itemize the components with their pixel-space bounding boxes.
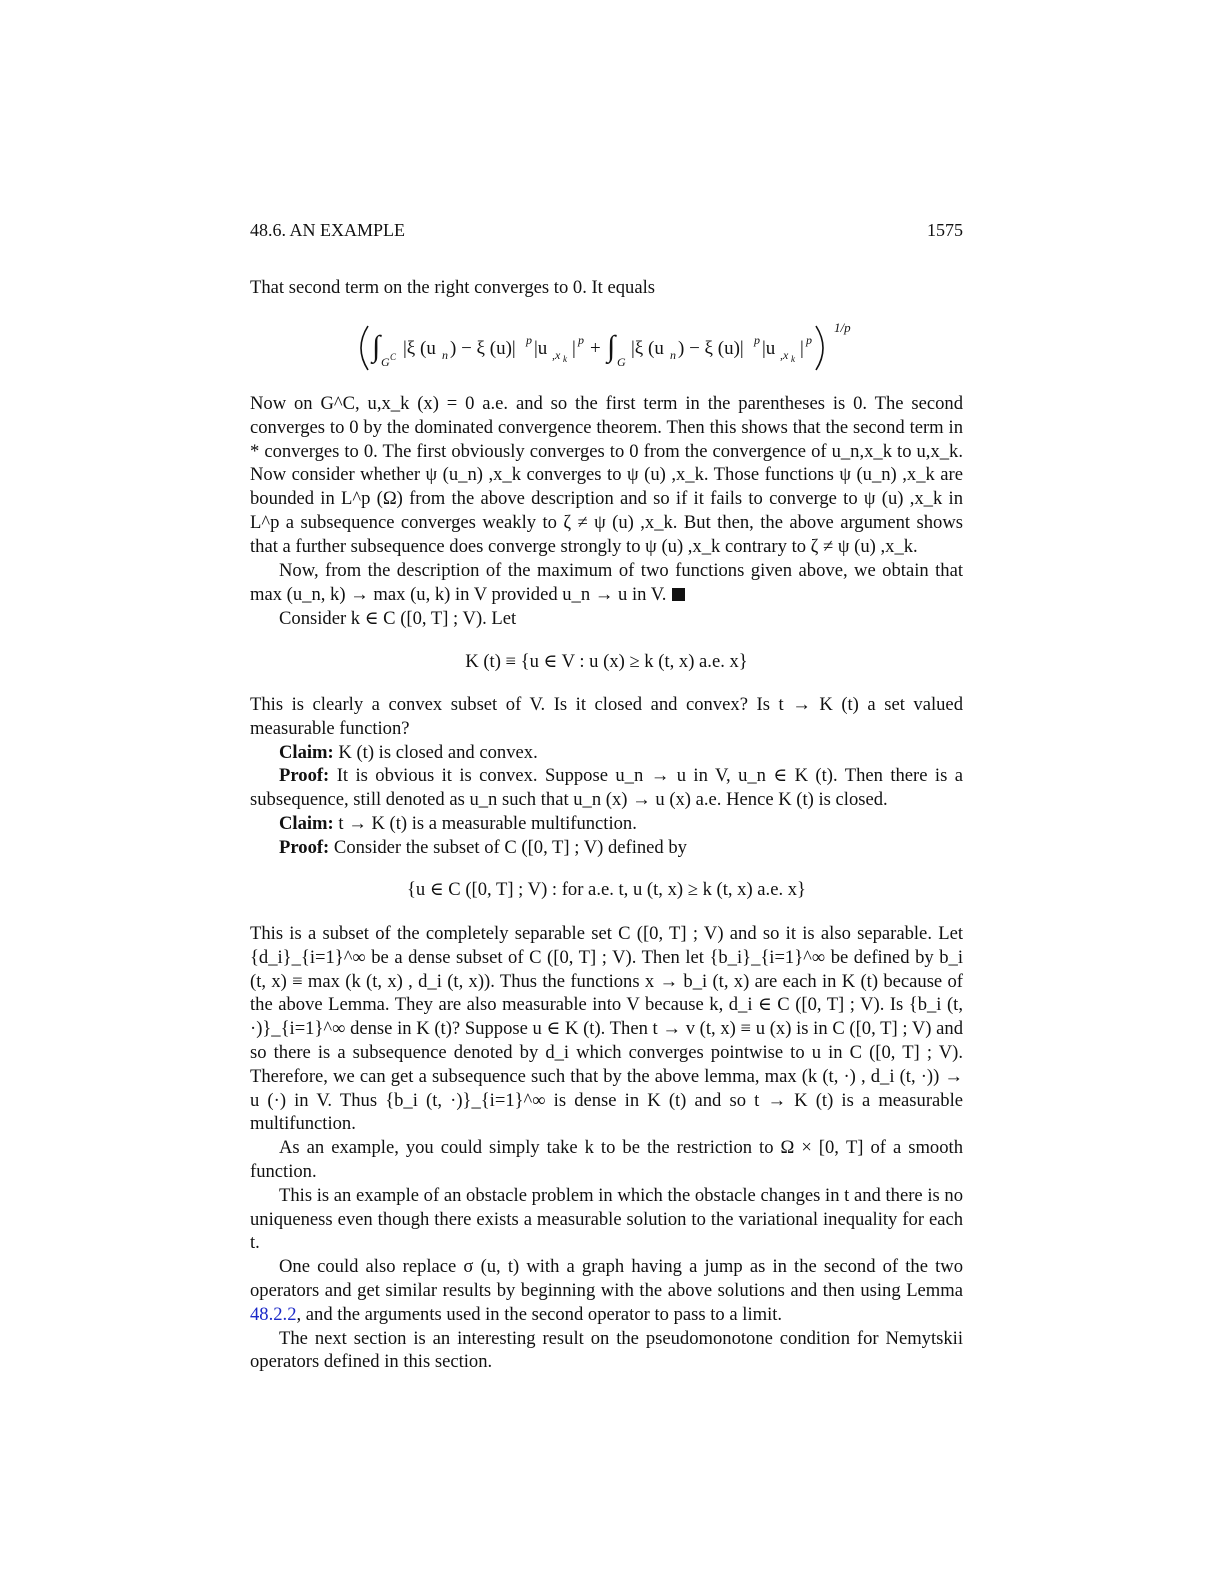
term-xi-diff-1: ) − ξ (u)| — [450, 338, 516, 359]
paragraph-8 — [250, 1255, 963, 1326]
display-equation-1 — [250, 318, 963, 378]
term-xi-2: |ξ (u — [631, 338, 664, 359]
paragraph-2 — [250, 559, 963, 630]
sub-n-1: n — [442, 348, 448, 362]
sub-n-2: n — [670, 348, 676, 362]
claim-1-label: Claim: — [279, 741, 334, 763]
claim-2-label: Claim: — [279, 812, 334, 834]
sub-xk-1: ,x — [552, 348, 561, 362]
paragraph-1 — [250, 392, 963, 559]
sub-k-2: k — [791, 354, 795, 364]
bar-1: | — [572, 338, 576, 359]
proof-2-text: Consider the subset of C ([0, T] ; V) defined by — [333, 836, 687, 858]
proof-1 — [250, 764, 963, 812]
claim-2 — [250, 812, 963, 836]
claim-1 — [250, 741, 963, 765]
outer-exponent: 1/p — [834, 320, 851, 335]
running-header — [250, 220, 963, 244]
equation-1-svg — [250, 318, 963, 378]
term-u-2: |u — [762, 338, 776, 359]
intro-paragraph — [250, 276, 963, 300]
proof-1-text: It is obvious it is convex. Suppose u_n → u in V, u_n ∈ K (t). Then there is a subsequence, still denoted as u_n such that u_n (x) → u (x) a.e. Hence K (t) is closed. — [250, 765, 963, 811]
lemma-link[interactable]: 48.2.2 — [250, 1303, 297, 1325]
domain-gc-sup: C — [390, 352, 397, 362]
qed-icon — [672, 588, 685, 601]
domain-g: G — [617, 355, 626, 369]
right-paren — [816, 326, 823, 370]
claim-2-text: t → K (t) is a measurable multifunction. — [338, 812, 637, 834]
sup-p-3: p — [754, 333, 760, 347]
display-equation-3: {u ∈ C ([0, T] ; V) : for a.e. t, u (t, x) ≥ k (t, x) a.e. x} — [407, 879, 806, 900]
paragraph-8-text-a: One could also replace σ (u, t) with a graph having a jump as in the second of the two operators and get similar results by beginning with the above solutions and then using Lemma — [250, 1256, 963, 1301]
paragraph-5 — [250, 922, 963, 1374]
section-title: 48.6. AN EXAMPLE — [250, 220, 406, 240]
paragraph-6-text: As an example, you could simply take k to be the restriction to Ω × [0, T] of a smooth function. — [250, 1137, 963, 1182]
integral-sign-2: ∫ — [607, 330, 616, 363]
sub-k-1: k — [563, 354, 567, 364]
paragraph-7-text: This is an example of an obstacle problem in which the obstacle changes in t and there is no uniqueness even though there exists a measurable solution to the variational inequality for each t. — [250, 1184, 963, 1254]
term-xi-diff-2: ) − ξ (u)| — [678, 338, 744, 359]
sup-p-4: p — [806, 333, 812, 347]
paragraph-2-wrap — [250, 559, 963, 607]
sup-p-2: p — [578, 333, 584, 347]
proof-2 — [250, 836, 963, 860]
plus-sign: + — [590, 338, 601, 359]
display-equation-2: K (t) ≡ {u ∈ V : u (x) ≥ k (t, x) a.e. x} — [465, 651, 748, 672]
proof-1-label: Proof: — [279, 765, 330, 787]
paragraph-2-text: Now, from the description of the maximum of two functions given above, we obtain that max (u_n, k) → max (u, k) in V provided u_n → u in V. — [250, 560, 963, 605]
paragraph-4-text: This is clearly a convex subset of V. Is it closed and convex? Is t → K (t) a set valued measurable function? — [250, 694, 963, 739]
claim-1-text: K (t) is closed and convex. — [338, 741, 538, 763]
sup-p-1: p — [526, 333, 532, 347]
paragraph-9-text: The next section is an interesting result on the pseudomonotone condition for Nemytskii operators defined in this section. — [250, 1327, 963, 1373]
domain-gc: G — [381, 355, 390, 369]
integral-sign-1: ∫ — [372, 330, 381, 363]
page-number: 1575 — [927, 220, 963, 240]
bar-2: | — [800, 338, 804, 359]
term-u-1: |u — [534, 338, 548, 359]
paragraph-4 — [250, 693, 963, 860]
paragraph-8-text-b: , and the arguments used in the second operator to pass to a limit. — [296, 1303, 783, 1325]
paragraph-5-text: This is a subset of the completely separable set C ([0, T] ; V) and so it is also separable. Let {d_i}_{i=1}^∞ be a dense subset of C ([0, T] ; V). Then let {b_i}_{i=1}^∞ be defined by b_i (t, x) ≡ max (k (t, x) , d_i (t, x)). Thus the functions x → b_i (t, x) are each in K (t) because of the above Lemma. They are also measurable into V because k, d_i ∈ C ([0, T] ; V). Is {b_i (t, ·)}_{i=1}^∞ dense in K (t)? Suppose u ∈ K (t). Then t → v (t, x) ≡ u (x) is in C ([0, T] ; V) and so there is a subsequence denoted by d_i which converges pointwise to u in C ([0, T] ; V). Therefore, we can get a subsequence such that by the above lemma, max (k (t, ·) , d_i (t, ·)) → u (·) in V. Thus {b_i (t, ·)}_{i=1}^∞ is dense in K (t) and so t → K (t) is a measurable multifunction. — [250, 923, 963, 1135]
term-xi-1: |ξ (u — [403, 338, 436, 359]
sub-xk-2: ,x — [780, 348, 789, 362]
paragraph-3-text: Consider k ∈ C ([0, T] ; V). Let — [279, 607, 517, 629]
paragraph-1-text: Now on G^C, u,x_k (x) = 0 a.e. and so the first term in the parentheses is 0. The second converges to 0 by the dominated convergence theorem. Then this shows that the second term in * converges to 0. The first obviously converges to 0 from the convergence of u_n,x_k to u,x_k. Now consider whether ψ (u_n) ,x_k converges to ψ (u) ,x_k. Those functions ψ (u_n) ,x_k are bounded in L^p (Ω) from the above description and so if it fails to converge to ψ (u) ,x_k in L^p a subsequence converges weakly to ζ ≠ ψ (u) ,x_k. But then, the above argument shows that a further subsequence does converge strongly to ψ (u) ,x_k contrary to ζ ≠ ψ (u) ,x_k. — [250, 393, 963, 557]
intro-text: That second term on the right converges to 0. It equals — [250, 277, 655, 298]
proof-2-label: Proof: — [279, 836, 330, 858]
left-paren — [361, 326, 368, 370]
